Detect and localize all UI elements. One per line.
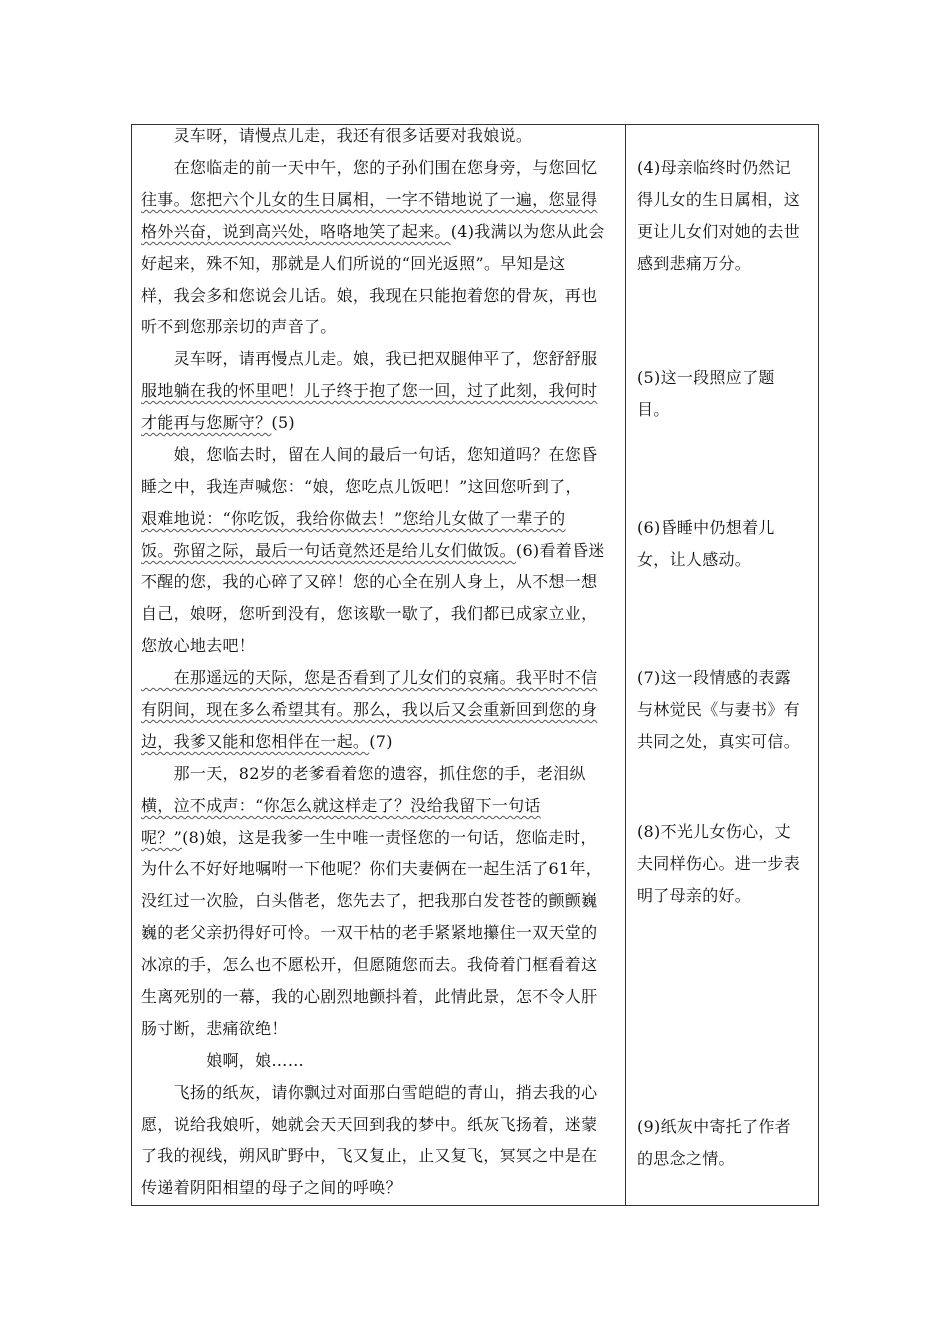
essay-text: 生离死别的一幕，我的心剧烈地颤抖着，此情此景，怎不令人肝 [141,987,598,1006]
underlined-phrase: 边，我爹又能和您相伴在一起。 [141,732,370,751]
essay-line [141,381,597,401]
essay-line [141,764,586,784]
essay-text: 不醒的您，我的心碎了又碎！您的心全在别人身上，从不想一想 [141,572,598,591]
underlined-phrase: 横，泣不成声：“你怎么就这样走了？没给我留下一句话 [141,796,541,815]
annotation-line: (4)母亲临终时仍然记 [637,158,791,177]
annotation-line: 感到悲痛万分。 [637,254,752,273]
essay-line [141,509,565,529]
essay-line [141,126,532,146]
essay-text: 传递着阴阳相望的母子之间的呼唤？ [141,1178,402,1197]
annotation-line: (6)昏睡中仍想着儿 [637,518,775,537]
essay-text: 灵车呀，请再慢点儿走。娘，我已把双腿伸平了，您舒舒服 [141,349,598,368]
essay-line [141,636,255,656]
essay-line [141,1178,402,1198]
essay-line [141,668,597,688]
essay-line [141,317,337,337]
essay-line [141,286,597,306]
column-divider [625,124,626,1206]
underlined-phrase: 呢？” [141,828,183,847]
essay-text: 样，我会多和您说会儿话。娘，我现在只能抱着您的骨灰，再也 [141,286,598,305]
essay-line [141,413,295,433]
essay-line [141,190,597,210]
essay-line [141,700,597,720]
annotation-line: 与林觉民《与妻书》有 [637,700,801,719]
underlined-phrase: 往事。您把六个儿女的生日属相，一字不错地说了一遍，您显得 [141,190,598,209]
underlined-phrase: 在那遥远的天际，您是否看到了儿女们的哀痛。我平时不信 [141,668,598,687]
annotation-line: 更让儿女们对她的去世 [637,222,801,241]
essay-line [141,828,597,848]
essay-text: 娘，您临去时，留在人间的最后一句话，您知道吗？在您昏 [141,445,598,464]
essay-text: 睡之中，我连声喊您：“娘，您吃点儿饭吧！”这回您听到了， [141,477,582,496]
essay-text: 您放心地去吧！ [141,636,256,655]
essay-line [141,1146,597,1166]
essay-text: 听不到您那亲切的声音了。 [141,317,337,336]
essay-text: 愿，说给我娘听，她就会天天回到我的梦中。纸灰飞扬着，迷蒙 [141,1115,598,1134]
annotation-line: (5)这一段照应了题 [637,368,775,387]
essay-line [141,445,597,465]
essay-text: (6)看着昏迷 [515,541,605,560]
essay-line [141,891,597,911]
essay-line [141,349,597,369]
underlined-phrase: 格外兴奋，说到高兴处，咯咯地笑了起来。 [141,222,451,241]
essay-text: 冰凉的手，怎么也不愿松开，但愿随您而去。我倚着门框看着这 [141,955,598,974]
essay-line [141,604,597,624]
underlined-phrase: 服地躺在我的怀里吧！儿子终于抱了您一回，过了此刻，我何时 [141,381,598,400]
essay-line [141,1019,288,1039]
annotation-line: 共同之处，真实可信。 [637,732,801,751]
essay-text: (5) [271,413,295,432]
underlined-phrase: 有阴间，现在多么希望其有。那么，我以后又会重新回到您的身 [141,700,598,719]
essay-text: 为什么不好好地嘱咐一下他呢？你们夫妻俩在一起生活了61年， [141,859,603,878]
annotation-line: 的思念之情。 [637,1149,735,1168]
essay-line [141,477,582,497]
essay-line [141,923,597,943]
essay-line [141,572,597,592]
underlined-phrase: 才能再与您厮守？ [141,413,272,432]
underlined-phrase: 艰难地说：“你吃饭，我给你做去！”您给儿女做了一辈子的 [141,509,566,528]
essay-text: 那一天，82岁的老爹看着您的遗容，抓住您的手，老泪纵 [141,764,586,783]
annotation-line: 明了母亲的好。 [637,886,752,905]
essay-line [141,859,602,879]
essay-line [141,1115,597,1135]
underlined-phrase: 饭。弥留之际，最后一句话竟然还是给儿女们做饭。 [141,541,516,560]
annotation-line: (9)纸灰中寄托了作者 [637,1117,791,1136]
annotation-line: 目。 [637,400,670,419]
essay-text: (7) [369,732,393,751]
essay-text: 了我的视线，朔风旷野中，飞又复止，止又复飞，冥冥之中是在 [141,1146,598,1165]
essay-text: 在您临走的前一天中午，您的子孙们围在您身旁，与您回忆 [141,158,598,177]
essay-text: (4)我满以为您从此会 [450,222,605,241]
essay-text: 飞扬的纸灰，请你飘过对面那白雪皑皑的青山，捎去我的心 [141,1083,598,1102]
annotation-line: (8)不光儿女伤心，丈 [637,822,791,841]
essay-line [141,732,393,752]
essay-line [141,1083,597,1103]
essay-line [141,541,605,561]
essay-line [141,955,597,975]
annotation-line: 得儿女的生日属相，这 [637,190,801,209]
essay-text: 巍的老父亲扔得好可怜。一双干枯的老手紧紧地攥住一双天堂的 [141,923,598,942]
essay-text: 好起来，殊不知，那就是人们所说的“回光返照”。早知是这 [141,254,566,273]
essay-text: (8)娘，这是我爹一生中唯一责怪您的一句话，您临走时， [182,828,597,847]
essay-line [141,987,597,1007]
essay-line [141,1051,304,1071]
essay-line [141,158,597,178]
essay-text: 没红过一次脸，白头偕老，您先去了，把我那白发苍苍的颤颤巍 [141,891,598,910]
essay-text: 肠寸断，悲痛欲绝！ [141,1019,288,1038]
essay-text: 娘啊，娘…… [141,1051,305,1070]
essay-line [141,222,605,242]
annotation-line: (7)这一段情感的表露 [637,668,791,687]
essay-line [141,796,541,816]
annotation-line: 夫同样伤心。进一步表 [637,854,801,873]
essay-line [141,254,565,274]
essay-text: 灵车呀，请慢点儿走，我还有很多话要对我娘说。 [141,126,533,145]
annotation-line: 女，让人感动。 [637,550,752,569]
essay-text: 自己，娘呀，您听到没有，您该歇一歇了，我们都已成家立业， [141,604,598,623]
